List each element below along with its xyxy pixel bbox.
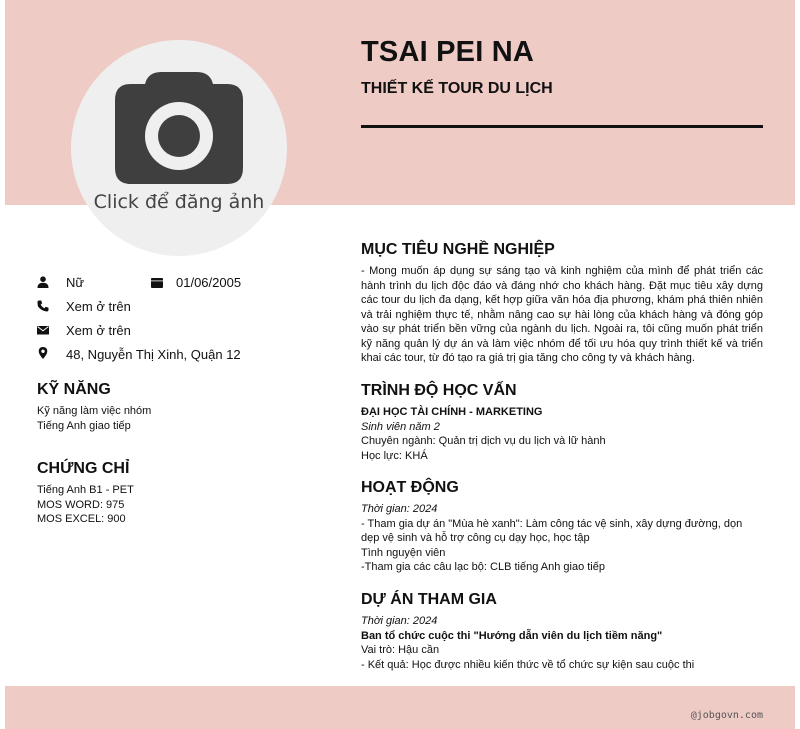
birthdate-value: 01/06/2005 [176,275,242,290]
school-name: ĐẠI HỌC TÀI CHÍNH - MARKETING [361,406,543,418]
skill-item: Tiếng Anh giao tiếp [37,419,131,432]
certificate-item: Tiếng Anh B1 - PET [37,484,134,496]
footer-watermark: @jobgovn.com [690,710,763,721]
project-role: Vai trò: Hậu cần [361,644,440,656]
gender-value: Nữ [66,275,85,290]
photo-upload-label: Click để đăng ảnh [93,191,265,213]
study-year: Sinh viên năm 2 [361,420,440,433]
skill-item: Kỹ năng làm việc nhóm [37,405,152,417]
candidate-name: TSAI PEI NA [361,36,534,68]
skills-list [37,404,151,433]
objective-heading: MỤC TIÊU NGHỀ NGHIỆP [361,241,555,258]
address-value: 48, Nguyễn Thị Xinh, Quận 12 [66,347,241,362]
activities-block [361,502,763,575]
certificates-list [37,483,134,527]
profile-photo-placeholder[interactable] [71,40,287,256]
skills-heading: KỸ NĂNG [37,381,111,398]
education-block [361,405,763,463]
certificates-heading: CHỨNG CHỈ [37,460,130,477]
footer-band [5,686,795,729]
camera-icon [115,72,243,184]
project-time: Thời gian: 2024 [361,615,438,627]
activity-line: -Tham gia các câu lạc bộ: CLB tiếng Anh giao tiếp [361,561,605,573]
education-heading: TRÌNH ĐỘ HỌC VẤN [361,382,517,399]
job-title: THIẾT KẾ TOUR DU LỊCH [361,80,553,97]
certificate-item: MOS EXCEL: 900 [37,513,126,525]
location-pin-icon [37,347,49,359]
projects-block [361,614,763,672]
email-icon [37,324,49,336]
projects-heading: DỰ ÁN THAM GIA [361,591,497,608]
person-icon [37,276,49,288]
calendar-icon [151,277,163,289]
phone-value: Xem ở trên [66,299,131,314]
project-result: - Kết quả: Học được nhiều kiến thức về tổ chức sự kiện sau cuộc thi [361,658,695,671]
phone-icon [37,300,49,312]
email-value: Xem ở trên [66,323,131,338]
project-name: Ban tổ chức cuộc thi "Hướng dẫn viên du lịch tiềm năng" [361,629,663,642]
activity-line: Tình nguyện viên [361,546,446,559]
activity-time: Thời gian: 2024 [361,503,438,515]
certificate-item: MOS WORD: 975 [37,498,125,511]
header-divider [361,125,763,128]
activities-heading: HOẠT ĐỘNG [361,479,459,496]
grade: Học lực: KHÁ [361,449,428,462]
activity-line: - Tham gia dự án "Mùa hè xanh": Làm công tác vệ sinh, xây dựng đường, dọn dẹp vệ sinh và hỗ trợ công cụ dạy học, học tập [361,517,743,544]
objective-text: - Mong muốn áp dụng sự sáng tạo và kinh nghiệm của mình để phát triển các hành trình du lịch độc đáo và đáng nhớ cho khách hàng. Đặt mục tiêu xây dựng các tour du lịch đa dạng, kết hợp giữa văn hóa địa phương, khám phá thiên nhiên và trải nghiệm thực tế, nhằm nâng cao sự hài lòng của khách hàng và đóng góp vào sự phát triển bền vững của ngành du lịch. Ngoài ra, tôi cũng muốn phát triển kỹ năng quản lý dự án và làm việc nhóm để tối ưu hóa quy trình thiết kế và triển khai các tour, từ đó tạo ra giá trị gia tăng cho công ty và khách hàng. [361,265,763,364]
major: Chuyên ngành: Quản trị dịch vụ du lịch và lữ hành [361,435,606,447]
